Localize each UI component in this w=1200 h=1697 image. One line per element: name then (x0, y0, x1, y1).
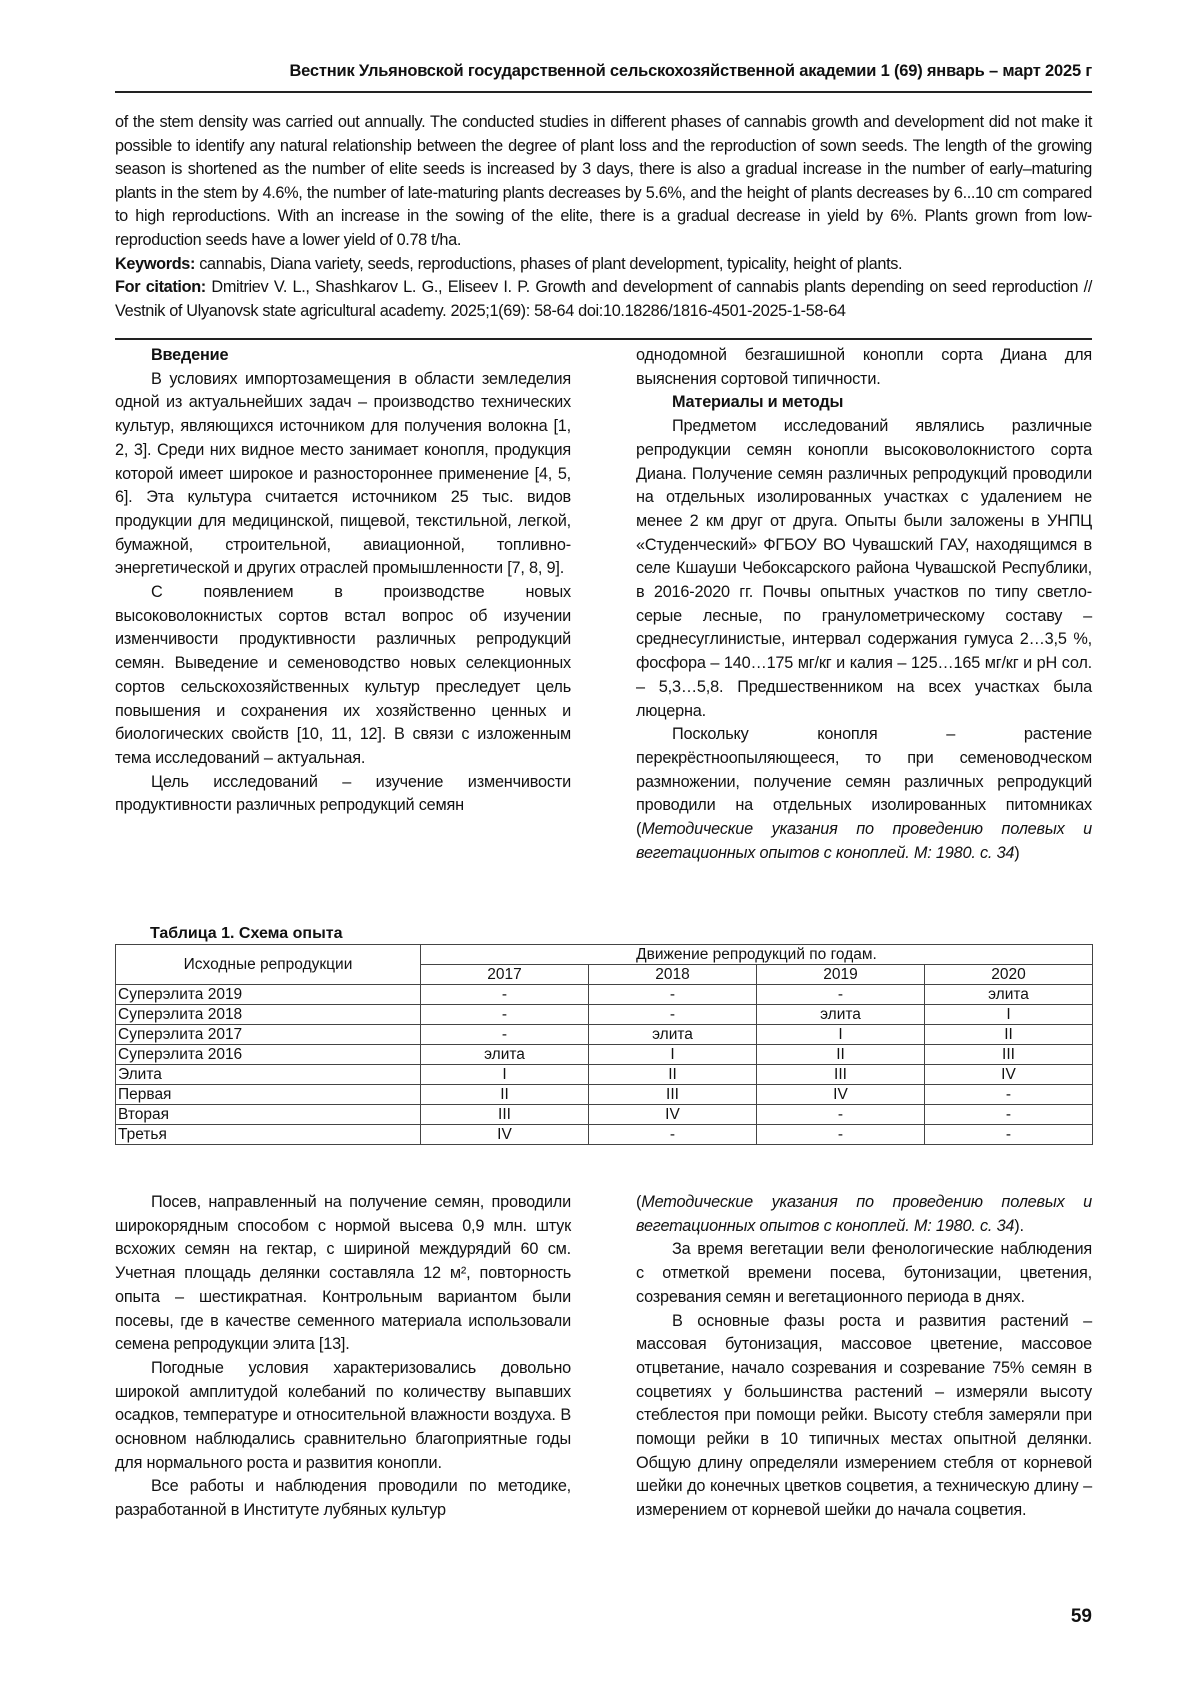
table-cell: - (925, 1085, 1093, 1105)
table-row (116, 1025, 1093, 1045)
keywords-label: Keywords: (115, 254, 196, 273)
table-cell: II (589, 1065, 757, 1085)
table-cell: элита (589, 1025, 757, 1045)
table-cell: I (589, 1045, 757, 1065)
table-cell: - (757, 1105, 925, 1125)
row-name: Суперэлита 2018 (116, 1005, 421, 1025)
year-header: 2019 (757, 965, 925, 985)
paragraph: В основные фазы роста и развития растений – массовая бутонизация, массовое цветение, массовое отцветание, начало созревания и созревание 75% семян в соцветиях у большинства растений – измеряли высоту стеблестоя при помощи рейки. Высоту стебля замеряли при помощи рейки в 10 типичных местах опытной делянки. Общую длину определяли измерением стебля от корневой шейки до конечных цветков соцветия, а техническую длину – измерением от корневой шейки до начала соцветия. (636, 1311, 1092, 1520)
row-name: Суперэлита 2016 (116, 1045, 421, 1065)
table-cell: - (589, 1125, 757, 1145)
keywords (115, 253, 1092, 277)
paragraph: Посев, направленный на получение семян, проводили широкорядным способом с нормой высева 0,9 млн. штук всхожих семян на гектар, с шириной междурядий 60 см. Учетная площадь делянки составляла 12 м², повторность опыта – шестикратная. Контрольным вариантом были посевы, где в качестве семенного материала использовали семена репродукции элита [13]. (115, 1193, 571, 1354)
row-name: Первая (116, 1085, 421, 1105)
table-cell: - (589, 1005, 757, 1025)
row-name: Третья (116, 1125, 421, 1145)
table-row (116, 985, 1093, 1005)
paragraph: Погодные условия характеризовались довольно широкой амплитудой колебаний по количеству выпавших осадков, температуре и относительной влажности воздуха. В основном наблюдались сравнительно благоприятные годы для нормального роста и развития конопли. (115, 1358, 571, 1472)
paragraph: однодомной безгашишной конопли сорта Диана для выяснения сортовой типичности. (636, 346, 1092, 388)
abstract (115, 111, 1092, 323)
table-cell: II (925, 1025, 1093, 1045)
table-cell: IV (421, 1125, 589, 1145)
keywords-text: cannabis, Diana variety, seeds, reproductions, phases of plant development, typicality, height of plants. (195, 254, 903, 273)
row-name: Суперэлита 2017 (116, 1025, 421, 1045)
citation-text: Dmitriev V. L., Shashkarov L. G., Eliseev I. P. Growth and development of cannabis plants depending on seed reproduction // Vestnik of Ulyanovsk state agricultural academy. 2025;1(69): 58-64 doi:10.18286/1816-4501-2025-1-58-64 (115, 278, 1092, 320)
table-cell: I (757, 1025, 925, 1045)
table-cell: III (421, 1105, 589, 1125)
journal-header: Вестник Ульяновской государственной сельскохозяйственной академии 1 (69) январь – март 2025 г (289, 62, 1092, 80)
paragraph: Цель исследований – изучение изменчивости продуктивности различных репродукций семян (115, 772, 571, 815)
table-cell: I (421, 1065, 589, 1085)
reference: Методические указания по проведению полевых и вегетационных опытов с коноплей. М: 1980. с. 34 (636, 1193, 1092, 1235)
table-cell: II (421, 1085, 589, 1105)
section-heading-methods: Материалы и методы (672, 393, 844, 412)
table-cell: III (589, 1085, 757, 1105)
table-cell: - (757, 985, 925, 1005)
table-cell: IV (925, 1065, 1093, 1085)
row-name: Элита (116, 1065, 421, 1085)
left-column-bottom (115, 1191, 571, 1523)
group-header: Движение репродукций по годам. (421, 945, 1093, 965)
year-header: 2018 (589, 965, 757, 985)
table-cell: III (757, 1065, 925, 1085)
row-name: Вторая (116, 1105, 421, 1125)
paragraph: Все работы и наблюдения проводили по методике, разработанной в Институте лубяных культур (115, 1477, 571, 1520)
paragraph: С появлением в производстве новых высоковолокнистых сортов встал вопрос об изучении изменчивости продуктивности различных репродукций семян. Выведение и семеноводство новых селекционных сортов сельскохозяйственных культур преследует цель повышения и сохранения их хозяйственно ценных и биологических свойств [10, 11, 12]. В связи с изложенным тема исследований – актуальная. (115, 583, 571, 767)
experiment-scheme-table (115, 944, 1093, 1145)
section-heading-intro: Введение (151, 346, 229, 364)
table-cell: I (925, 1005, 1093, 1025)
citation (115, 276, 1092, 323)
table-cell: - (757, 1125, 925, 1145)
reference: Методические указания по проведению полевых и вегетационных опытов с коноплей. М: 1980. с. 34 (636, 820, 1092, 862)
table-row (116, 1105, 1093, 1125)
header-rule (115, 91, 1092, 93)
table-cell: IV (757, 1085, 925, 1105)
table-cell: - (925, 1125, 1093, 1145)
paragraph: Предметом исследований являлись различные репродукции семян конопли высоковолокнистого сорта Диана. Получение семян различных репродукций проводили на отдельных изолированных участках с удалением не менее 2 км друг от друга. Опыты были заложены в УНПЦ «Студенческий» ФГБОУ ВО Чувашский ГАУ, находящимся в селе Кшауши Чебоксарского района Чувашской Республики, в 2016-2020 гг. Почвы опытных участков по типу светло-серые лесные, по гранулометрическому составу – среднесуглинистые, интервал содержания гумуса 2…3,5 %, фосфора – 140…175 мг/кг и калия – 125…165 мг/кг и pH сол. – 5,3…5,8. Предшественником на всех участках была люцерна. (636, 417, 1092, 720)
abstract-rule (115, 338, 1092, 340)
year-header: 2017 (421, 965, 589, 985)
table-row (116, 1085, 1093, 1105)
row-name: Суперэлита 2019 (116, 985, 421, 1005)
paragraph: Поскольку конопля – растение перекрёстноопыляющееся, то при семеноводческом размножении, получение семян различных репродукций проводили на отдельных изолированных питомниках (Методические указания по проведению полевых и вегетационных опытов с коноплей. М: 1980. с. 34) (636, 725, 1092, 862)
right-column-top (636, 344, 1092, 865)
right-column-bottom (636, 1191, 1092, 1523)
table-row (116, 1125, 1093, 1145)
page-number: 59 (1070, 1606, 1092, 1627)
table-caption: Таблица 1. Схема опыта (150, 925, 343, 942)
table-cell: элита (757, 1005, 925, 1025)
table-cell: элита (925, 985, 1093, 1005)
table-row (116, 1005, 1093, 1025)
table-cell: II (757, 1045, 925, 1065)
table-cell: - (421, 985, 589, 1005)
table-cell: III (925, 1045, 1093, 1065)
abstract-text: of the stem density was carried out annually. The conducted studies in different phases of cannabis growth and development did not make it possible to identify any natural relationship between the degree of plant loss and the reproduction of sown seeds. The length of the growing season is shortened as the number of elite seeds is increased by 3 days, there is also a gradual increase in the number of early–maturing plants in the stem by 4.6%, the number of late-maturing plants decreases by 5.6%, and the height of plants decreases by 6...10 cm compared to high reproductions. With an increase in the sowing of the elite, there is a gradual decrease in yield by 6%. Plants grown from low-reproduction seeds have a lower yield of 0.78 t/ha. (115, 113, 1092, 249)
left-column-top (115, 344, 571, 818)
table-cell: - (589, 985, 757, 1005)
table-cell: IV (589, 1105, 757, 1125)
table-cell: - (421, 1005, 589, 1025)
table-cell: элита (421, 1045, 589, 1065)
year-header: 2020 (925, 965, 1093, 985)
paragraph: В условиях импортозамещения в области земледелия одной из актуальнейших задач – производство технических культур, являющихся источником для получения волокна [1, 2, 3]. Среди них видное место занимает конопля, продукция которой имеет широкое и разностороннее применение [4, 5, 6]. Эта культура считается источником 25 тыс. видов продукции для медицинской, пищевой, текстильной, легкой, бумажной, строительной, авиационной, топливно-энергетической и других отраслей промышленности [7, 8, 9]. (115, 369, 571, 578)
table-cell: - (421, 1025, 589, 1045)
table-cell: - (925, 1105, 1093, 1125)
table-row (116, 1045, 1093, 1065)
citation-label: For citation: (115, 278, 206, 297)
paragraph-text: Поскольку конопля – растение перекрёстноопыляющееся, то при семеноводческом размножении, получение семян различных репродукций проводили на отдельных изолированных питомниках (636, 725, 1092, 815)
paragraph: За время вегетации вели фенологические наблюдения с отметкой времени посева, бутонизации, цветения, созревания семян и вегетационного периода в днях. (636, 1240, 1092, 1306)
column-header: Исходные репродукции (116, 945, 421, 985)
paragraph: (Методические указания по проведению полевых и вегетационных опытов с коноплей. М: 1980. с. 34). (636, 1193, 1092, 1235)
table-row (116, 1065, 1093, 1085)
